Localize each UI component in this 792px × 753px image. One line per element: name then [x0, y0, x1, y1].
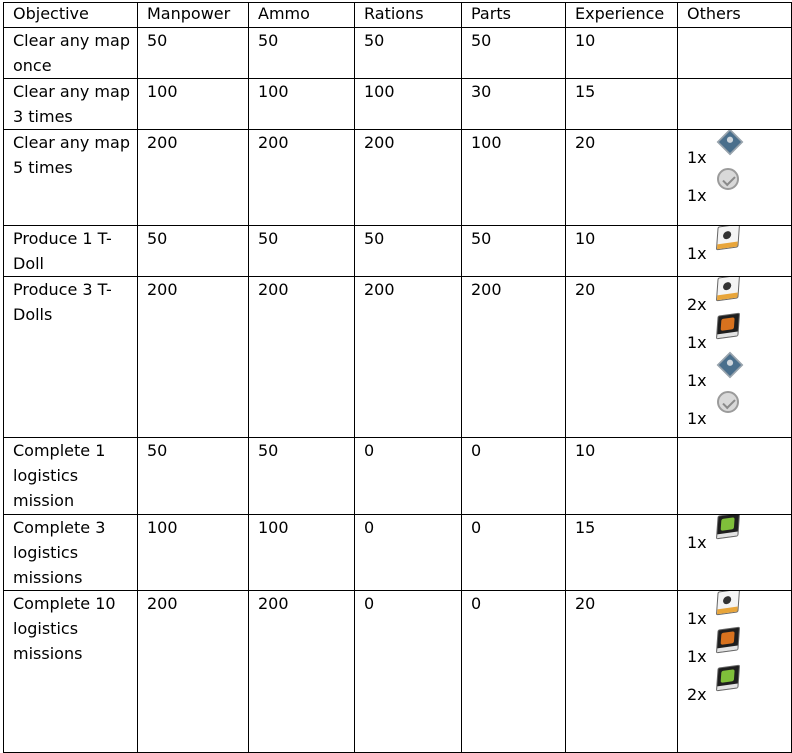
header-parts: Parts	[462, 3, 566, 28]
header-rations: Rations	[355, 3, 462, 28]
reward-item	[687, 515, 791, 553]
cell-parts: 50	[462, 28, 566, 79]
cell-others	[678, 591, 792, 753]
cell-rations: 200	[355, 130, 462, 226]
reward-qty: 2x	[687, 685, 707, 704]
white-card-icon	[715, 591, 741, 616]
cell-experience: 15	[566, 515, 678, 591]
cell-rations: 100	[355, 79, 462, 130]
reward-qty: 2x	[687, 295, 707, 314]
orange-card-icon	[715, 313, 741, 339]
table-row	[4, 79, 792, 130]
reward-qty: 1x	[687, 148, 707, 167]
table-row	[4, 226, 792, 277]
table-row	[4, 438, 792, 515]
cube-icon	[715, 130, 741, 155]
cell-others	[678, 28, 792, 79]
cell-ammo: 200	[249, 591, 355, 753]
cell-ammo: 50	[249, 226, 355, 277]
table-row	[4, 130, 792, 226]
cell-objective: Produce 3 T-Dolls	[4, 277, 138, 438]
cell-manpower: 200	[138, 277, 249, 438]
reward-item	[687, 315, 791, 353]
reward-item	[687, 667, 791, 705]
cell-experience: 20	[566, 591, 678, 753]
reward-qty: 1x	[687, 333, 707, 352]
table-row	[4, 277, 792, 438]
cell-parts: 0	[462, 515, 566, 591]
cell-others	[678, 277, 792, 438]
cell-ammo: 100	[249, 79, 355, 130]
reward-item	[687, 277, 791, 315]
cell-parts: 0	[462, 591, 566, 753]
shell-icon	[715, 166, 741, 192]
cell-others	[678, 515, 792, 591]
cell-experience: 15	[566, 79, 678, 130]
cell-experience: 10	[566, 226, 678, 277]
reward-item	[687, 629, 791, 667]
table-row	[4, 28, 792, 79]
cell-manpower: 100	[138, 79, 249, 130]
cell-others	[678, 79, 792, 130]
cell-others	[678, 438, 792, 515]
cell-others	[678, 226, 792, 277]
green-card-icon	[715, 515, 741, 540]
cell-rations: 200	[355, 277, 462, 438]
cell-objective: Complete 1 logistics mission	[4, 438, 138, 515]
white-card-icon	[715, 226, 741, 251]
cell-manpower: 200	[138, 591, 249, 753]
header-row	[4, 3, 792, 28]
reward-qty: 1x	[687, 186, 707, 205]
shell-icon	[715, 389, 741, 415]
header-others: Others	[678, 3, 792, 28]
reward-qty: 1x	[687, 409, 707, 428]
cell-manpower: 50	[138, 28, 249, 79]
cube-icon	[715, 351, 741, 377]
cell-rations: 0	[355, 515, 462, 591]
reward-item	[687, 591, 791, 629]
reward-item	[687, 130, 791, 168]
cell-objective: Clear any map 3 times	[4, 79, 138, 130]
cell-ammo: 100	[249, 515, 355, 591]
green-card-icon	[715, 665, 741, 691]
cell-rations: 0	[355, 591, 462, 753]
reward-item	[687, 353, 791, 391]
cell-objective: Complete 3 logistics missions	[4, 515, 138, 591]
header-objective: Objective	[4, 3, 138, 28]
cell-manpower: 200	[138, 130, 249, 226]
cell-objective: Clear any map 5 times	[4, 130, 138, 226]
cell-parts: 0	[462, 438, 566, 515]
cell-parts: 30	[462, 79, 566, 130]
header-manpower: Manpower	[138, 3, 249, 28]
cell-manpower: 50	[138, 438, 249, 515]
cell-others	[678, 130, 792, 226]
cell-rations: 50	[355, 226, 462, 277]
cell-parts: 200	[462, 277, 566, 438]
table-row	[4, 515, 792, 591]
cell-ammo: 200	[249, 130, 355, 226]
cell-ammo: 50	[249, 28, 355, 79]
cell-objective: Produce 1 T-Doll	[4, 226, 138, 277]
cell-experience: 20	[566, 277, 678, 438]
reward-qty: 1x	[687, 609, 707, 628]
cell-objective: Complete 10 logistics missions	[4, 591, 138, 753]
cell-experience: 10	[566, 28, 678, 79]
header-ammo: Ammo	[249, 3, 355, 28]
cell-ammo: 200	[249, 277, 355, 438]
reward-qty: 1x	[687, 533, 707, 552]
table-row	[4, 591, 792, 753]
cell-parts: 100	[462, 130, 566, 226]
reward-qty: 1x	[687, 244, 707, 263]
cell-parts: 50	[462, 226, 566, 277]
reward-item	[687, 391, 791, 429]
reward-item	[687, 168, 791, 206]
cell-experience: 10	[566, 438, 678, 515]
cell-manpower: 100	[138, 515, 249, 591]
reward-qty: 1x	[687, 371, 707, 390]
cell-rations: 0	[355, 438, 462, 515]
cell-objective: Clear any map once	[4, 28, 138, 79]
white-card-icon	[715, 277, 741, 302]
orange-card-icon	[715, 627, 741, 653]
cell-rations: 50	[355, 28, 462, 79]
reward-qty: 1x	[687, 647, 707, 666]
header-experience: Experience	[566, 3, 678, 28]
rewards-table	[3, 2, 792, 753]
cell-experience: 20	[566, 130, 678, 226]
cell-manpower: 50	[138, 226, 249, 277]
reward-item	[687, 226, 791, 264]
cell-ammo: 50	[249, 438, 355, 515]
